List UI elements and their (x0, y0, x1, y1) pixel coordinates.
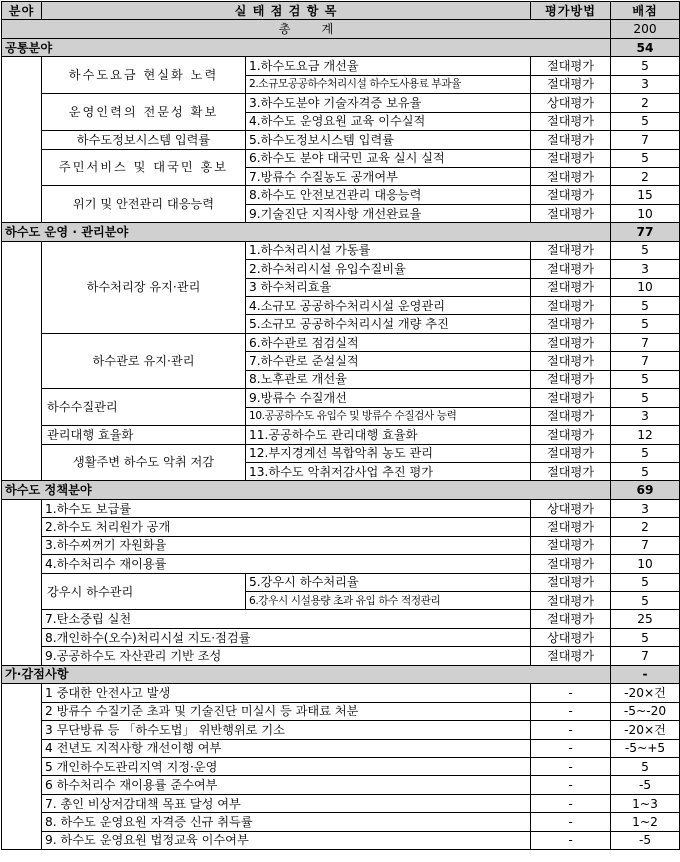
table-row (2, 241, 680, 259)
section-row-policy (2, 481, 680, 499)
group-name: 생활주변 하수도 악취 저감 (42, 444, 246, 481)
item-score: 3 (611, 260, 680, 278)
section-score: 77 (611, 223, 680, 241)
table-row (2, 739, 680, 757)
item-score: 5 (611, 315, 680, 333)
table-row (2, 499, 680, 517)
section-row-operation (2, 223, 680, 241)
item-label: 4.소규모 공공하수처리시설 운영관리 (246, 297, 531, 315)
group-name: 하수도정보시스템 입력률 (42, 131, 246, 149)
table-row (2, 794, 680, 812)
table-row (2, 813, 680, 831)
item-label: 6.하수도 분야 대국민 교육 실시 실적 (246, 149, 531, 167)
item-method: 절대평가 (531, 352, 611, 370)
table-row (2, 131, 680, 149)
item-score: 3 (611, 75, 680, 93)
item-label: 5.하수도정보시스템 입력률 (246, 131, 531, 149)
item-label: 8.개인하수(오수)처리시설 지도·점검률 (42, 628, 531, 646)
item-method: 절대평가 (531, 131, 611, 149)
item-label: 4.하수도 운영요원 교육 이수실적 (246, 112, 531, 130)
item-method: 절대평가 (531, 149, 611, 167)
section-title: 공통분야 (2, 38, 611, 56)
table-row (2, 149, 680, 167)
table-row (2, 444, 680, 462)
area-spacer (2, 499, 42, 665)
item-label: 9.공공하수도 자산관리 기반 조성 (42, 647, 531, 665)
item-label: 5.강우시 하수처리율 (246, 573, 531, 591)
item-method: 절대평가 (531, 555, 611, 573)
table-row (2, 536, 680, 554)
item-score: 2 (611, 94, 680, 112)
table-row (2, 57, 680, 75)
item-label: 9.방류수 수질개선 (246, 389, 531, 407)
item-score: -5 (611, 776, 680, 794)
item-label: 9. 하수도 운영요원 법정교육 이수여부 (42, 831, 531, 849)
group-name: 관리대행 효율화 (42, 426, 246, 444)
total-row (2, 20, 680, 38)
item-score: 7 (611, 647, 680, 665)
item-label: 8.노후관로 개선율 (246, 370, 531, 388)
item-method: 절대평가 (531, 315, 611, 333)
item-method: 절대평가 (531, 536, 611, 554)
item-method: 절대평가 (531, 407, 611, 425)
table-row (2, 702, 680, 720)
item-method: 상대평가 (531, 94, 611, 112)
item-score: 5 (611, 57, 680, 75)
item-label: 2.하수도 처리원가 공개 (42, 518, 531, 536)
item-score: 1~3 (611, 794, 680, 812)
table-header (2, 2, 680, 20)
item-score: 5 (611, 573, 680, 591)
table-row (2, 721, 680, 739)
table-row (2, 610, 680, 628)
item-score: 7 (611, 536, 680, 554)
item-label: 1.하수도 보급률 (42, 499, 531, 517)
item-method: 절대평가 (531, 57, 611, 75)
item-score: 5 (611, 592, 680, 610)
item-method: - (531, 757, 611, 775)
item-label: 7. 총인 비상저감대책 목표 달성 여부 (42, 794, 531, 812)
group-name: 강우시 하수관리 (42, 573, 246, 610)
item-score: 5 (611, 462, 680, 480)
item-method: 절대평가 (531, 444, 611, 462)
group-name: 하수처리장 유지·관리 (42, 241, 246, 333)
header-method: 평가방법 (531, 2, 611, 20)
item-method: 절대평가 (531, 647, 611, 665)
item-method: 절대평가 (531, 426, 611, 444)
item-method: - (531, 794, 611, 812)
area-spacer (2, 57, 42, 223)
header-score: 배점 (611, 2, 680, 20)
header-area: 분야 (2, 2, 42, 20)
table-row (2, 684, 680, 702)
item-score: 5 (611, 297, 680, 315)
item-score: -20×건 (611, 684, 680, 702)
item-score: 10 (611, 555, 680, 573)
table-row (2, 389, 680, 407)
item-method: 절대평가 (531, 112, 611, 130)
item-score: 2 (611, 518, 680, 536)
item-method: 절대평가 (531, 333, 611, 351)
item-score: 5 (611, 389, 680, 407)
item-label: 5 개인하수도관리지역 지정·운영 (42, 757, 531, 775)
group-name: 위기 및 안전관리 대응능력 (42, 186, 246, 223)
table-row (2, 628, 680, 646)
section-score: 54 (611, 38, 680, 56)
item-score: -5~-20 (611, 702, 680, 720)
section-score: - (611, 665, 680, 683)
table-row (2, 186, 680, 204)
table-row (2, 757, 680, 775)
item-method: - (531, 776, 611, 794)
area-spacer (2, 684, 42, 850)
item-label: 12.부지경계선 복합악취 농도 관리 (246, 444, 531, 462)
item-method: 절대평가 (531, 462, 611, 480)
item-score: -20×건 (611, 721, 680, 739)
item-label: 1.하수도요금 개선율 (246, 57, 531, 75)
item-label: 13.하수도 악취저감사업 추진 평가 (246, 462, 531, 480)
item-label: 6 하수처리수 재이용률 준수여부 (42, 776, 531, 794)
item-score: 5 (611, 112, 680, 130)
item-method: 절대평가 (531, 167, 611, 185)
table-row (2, 831, 680, 849)
item-method: 상대평가 (531, 499, 611, 517)
item-label: 2 방류수 수질기준 초과 및 기술진단 미실시 등 과태료 처분 (42, 702, 531, 720)
item-label: 5.소규모 공공하수처리시설 개량 추진 (246, 315, 531, 333)
item-label: 7.방류수 수질농도 공개여부 (246, 167, 531, 185)
item-score: 7 (611, 333, 680, 351)
item-method: 절대평가 (531, 370, 611, 388)
table-row (2, 776, 680, 794)
item-method: 절대평가 (531, 241, 611, 259)
item-score: -5 (611, 831, 680, 849)
item-label: 3.하수도분야 기술자격증 보유율 (246, 94, 531, 112)
item-score: 5 (611, 149, 680, 167)
item-score: 5 (611, 241, 680, 259)
item-method: - (531, 739, 611, 757)
item-method: 절대평가 (531, 610, 611, 628)
item-method: 절대평가 (531, 186, 611, 204)
item-score: 2 (611, 167, 680, 185)
section-title: 하수도 정책분야 (2, 481, 611, 499)
item-label: 10.공공하수도 유입수 및 방류수 수질검사 능력 (246, 407, 531, 425)
item-method: - (531, 721, 611, 739)
item-method: 절대평가 (531, 260, 611, 278)
item-method: 절대평가 (531, 573, 611, 591)
item-score: 10 (611, 278, 680, 296)
item-score: 10 (611, 204, 680, 222)
item-score: 7 (611, 352, 680, 370)
item-score: 1~2 (611, 813, 680, 831)
header-items: 실 태 점 검 항 목 (42, 2, 531, 20)
item-label: 7.하수관로 준설실적 (246, 352, 531, 370)
group-name: 하수도요금 현실화 노력 (42, 57, 246, 94)
item-score: 3 (611, 499, 680, 517)
table-row (2, 573, 680, 591)
item-method: - (531, 813, 611, 831)
inspection-items-table (1, 1, 680, 850)
table-row (2, 555, 680, 573)
item-method: 절대평가 (531, 278, 611, 296)
item-score: -5~+5 (611, 739, 680, 757)
item-method: 절대평가 (531, 75, 611, 93)
item-method: - (531, 831, 611, 849)
item-label: 2.하수처리시설 유입수질비율 (246, 260, 531, 278)
item-method: 절대평가 (531, 204, 611, 222)
table-row (2, 94, 680, 112)
area-spacer (2, 241, 42, 481)
item-label: 1.하수처리시설 가동률 (246, 241, 531, 259)
item-method: 절대평가 (531, 518, 611, 536)
group-name: 주민서비스 및 대국민 홍보 (42, 149, 246, 186)
item-score: 25 (611, 610, 680, 628)
section-row-bonus-penalty (2, 665, 680, 683)
table-row (2, 647, 680, 665)
group-name: 운영인력의 전문성 확보 (42, 94, 246, 131)
group-name: 하수관로 유지·관리 (42, 333, 246, 388)
item-score: 5 (611, 628, 680, 646)
item-label: 3 무단방류 등 「하수도법」 위반행위로 기소 (42, 721, 531, 739)
item-method: - (531, 702, 611, 720)
item-label: 3.하수찌꺼기 자원화율 (42, 536, 531, 554)
item-label: 2.소규모공공하수처리시설 하수도사용료 부과율 (246, 75, 531, 93)
item-label: 7.탄소중립 실천 (42, 610, 531, 628)
item-method: - (531, 684, 611, 702)
item-score: 15 (611, 186, 680, 204)
item-label: 8.하수도 안전보건관리 대응능력 (246, 186, 531, 204)
section-score: 69 (611, 481, 680, 499)
total-score: 200 (611, 20, 680, 38)
item-method: 절대평가 (531, 297, 611, 315)
item-label: 4 전년도 지적사항 개선이행 여부 (42, 739, 531, 757)
item-label: 4.하수처리수 재이용률 (42, 555, 531, 573)
item-label: 6.하수관로 점검실적 (246, 333, 531, 351)
total-label: 총 계 (2, 20, 611, 38)
item-score: 5 (611, 370, 680, 388)
table-row (2, 426, 680, 444)
item-method: 상대평가 (531, 628, 611, 646)
item-label: 3 하수처리효율 (246, 278, 531, 296)
item-label: 8. 하수도 운영요원 자격증 신규 취득률 (42, 813, 531, 831)
item-label: 9.기술진단 지적사항 개선완료율 (246, 204, 531, 222)
item-label: 11.공공하수도 관리대행 효율화 (246, 426, 531, 444)
item-method: 절대평가 (531, 389, 611, 407)
item-score: 3 (611, 407, 680, 425)
item-score: 5 (611, 444, 680, 462)
table-row (2, 333, 680, 351)
item-score: 12 (611, 426, 680, 444)
item-score: 7 (611, 131, 680, 149)
item-label: 6.강우시 시설용량 초과 유입 하수 적정관리 (246, 592, 531, 610)
section-row-common (2, 38, 680, 56)
item-method: 절대평가 (531, 592, 611, 610)
group-name: 하수수질관리 (42, 389, 246, 426)
table-row (2, 518, 680, 536)
item-score: 5 (611, 757, 680, 775)
section-title: 가·감점사항 (2, 665, 611, 683)
section-title: 하수도 운영 · 관리분야 (2, 223, 611, 241)
item-label: 1 중대한 안전사고 발생 (42, 684, 531, 702)
